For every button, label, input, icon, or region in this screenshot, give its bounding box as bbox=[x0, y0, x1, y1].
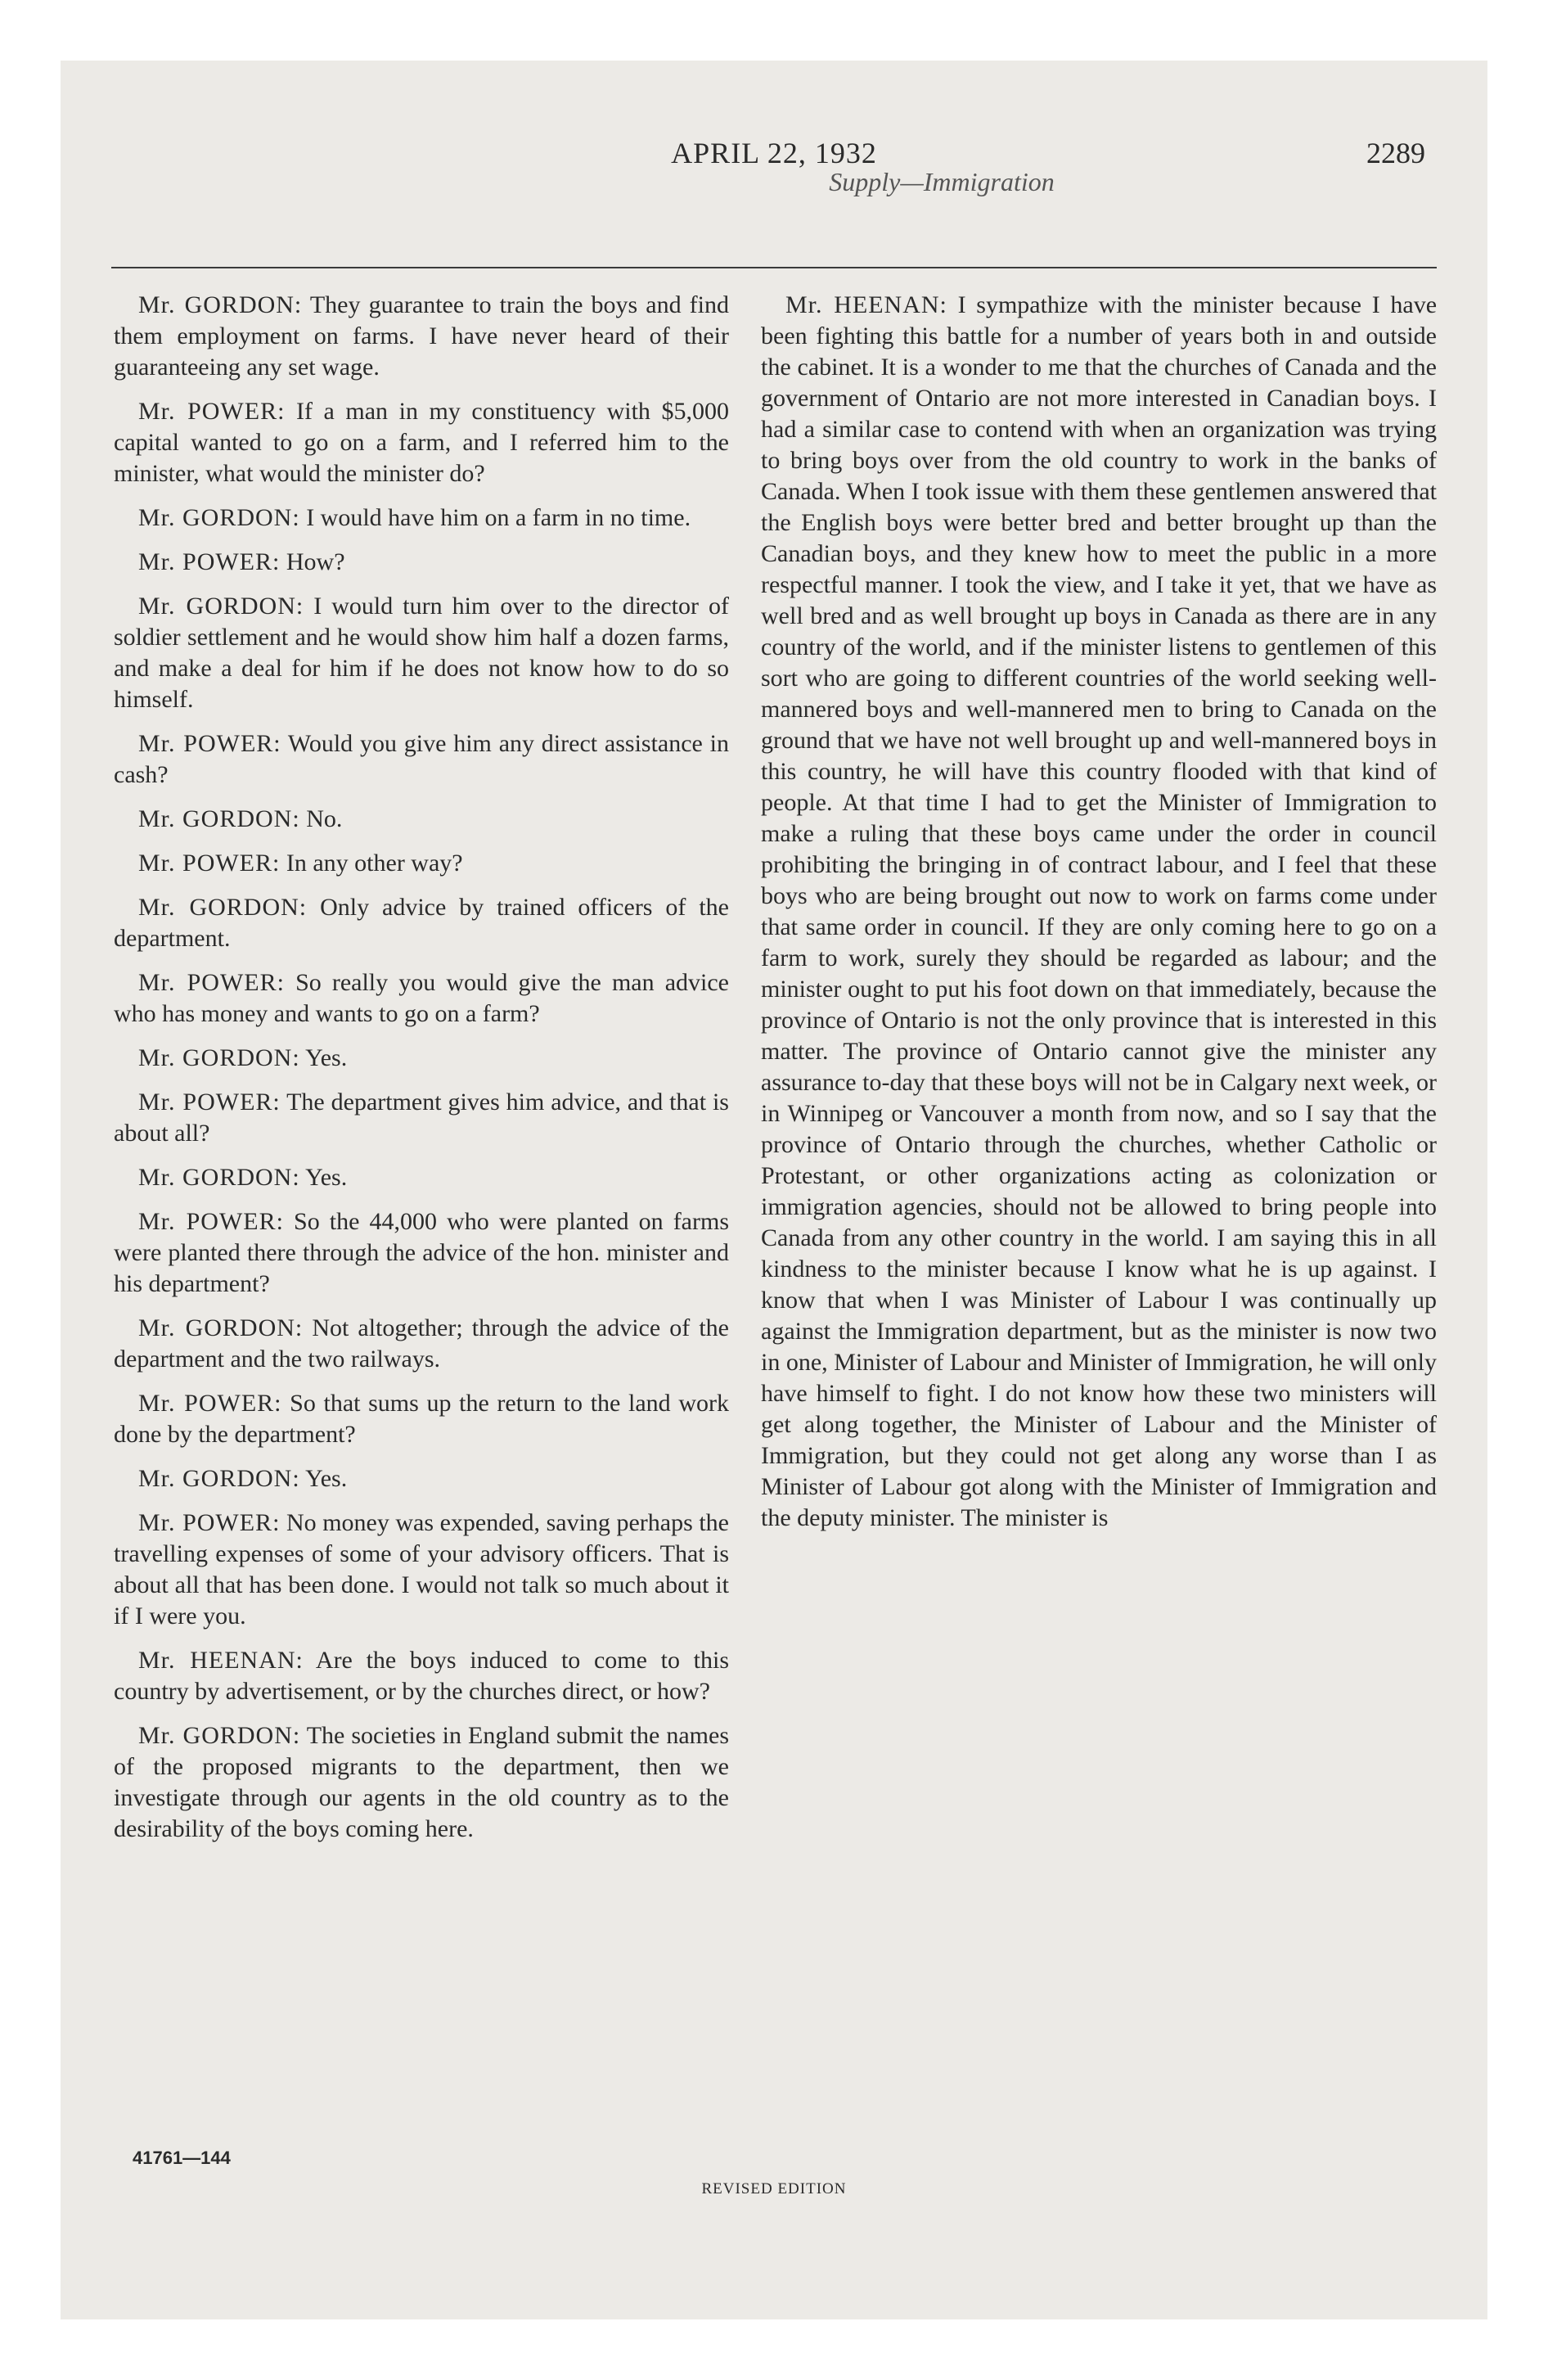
speech-text: Yes. bbox=[305, 1044, 348, 1071]
speaker-name: Mr. POWER: bbox=[138, 969, 285, 996]
speech-text: No money was expended, saving perhaps the travelling expenses of some of your advisory officers. That is about all that has been done. I would not talk so much about it if I were you. bbox=[114, 1509, 729, 1629]
speech-paragraph bbox=[114, 1043, 729, 1074]
left-column bbox=[114, 290, 729, 1858]
document-page bbox=[61, 61, 1487, 2319]
speech-text: Only advice by trained officers of the department. bbox=[114, 894, 729, 952]
speaker-name: Mr. GORDON: bbox=[138, 504, 300, 531]
speech-paragraph bbox=[114, 967, 729, 1030]
speaker-name: Mr. HEENAN: bbox=[785, 291, 947, 318]
speech-text: Would you give him any direct assistance in cash? bbox=[114, 730, 729, 788]
footer-code: 41761—144 bbox=[133, 2148, 231, 2168]
speech-paragraph bbox=[114, 1313, 729, 1375]
right-column bbox=[761, 290, 1437, 1534]
speech-paragraph bbox=[114, 503, 729, 534]
speech-text: Are the boys induced to come to this country by advertisement, or by the churches direct, or how? bbox=[114, 1647, 729, 1705]
speech-paragraph bbox=[114, 892, 729, 954]
speech-text: So the 44,000 who were planted on farms were planted there through the advice of the hon. minister and his department? bbox=[114, 1208, 729, 1297]
speech-paragraph bbox=[114, 1463, 729, 1494]
speaker-name: Mr. GORDON: bbox=[138, 291, 303, 318]
speech-paragraph bbox=[114, 848, 729, 879]
speaker-name: Mr. POWER: bbox=[138, 1089, 281, 1116]
speech-paragraph bbox=[761, 290, 1437, 1534]
speech-paragraph bbox=[114, 290, 729, 383]
speaker-name: Mr. GORDON: bbox=[138, 894, 308, 921]
speech-text: The department gives him advice, and that is about all? bbox=[114, 1089, 729, 1147]
speech-text: I would turn him over to the director of soldier settlement and he would show him half a dozen farms, and make a deal for him if he does not know how to do so himself. bbox=[114, 593, 729, 713]
speaker-name: Mr. GORDON: bbox=[138, 805, 300, 832]
speech-text: Yes. bbox=[305, 1164, 348, 1191]
speech-text: The societies in England submit the names of the proposed migrants to the department, then we investigate through our agents in the old country as to the desirability of the boys coming here. bbox=[114, 1722, 729, 1842]
speaker-name: Mr. GORDON: bbox=[138, 1044, 300, 1071]
speaker-name: Mr. POWER: bbox=[138, 1509, 281, 1536]
header-date: APRIL 22, 1932 bbox=[671, 137, 877, 169]
speaker-name: Mr. HEENAN: bbox=[138, 1647, 304, 1674]
speaker-name: Mr. GORDON: bbox=[138, 1722, 301, 1749]
speech-text: Yes. bbox=[305, 1465, 348, 1492]
speech-text: So really you would give the man advice who has money and wants to go on a farm? bbox=[114, 969, 729, 1027]
speaker-name: Mr. POWER: bbox=[138, 1208, 284, 1235]
speech-text: They guarantee to train the boys and find them employment on farms. I have never heard of their guaranteeing any set wage. bbox=[114, 291, 729, 381]
speech-paragraph bbox=[114, 1087, 729, 1149]
footer-edition: REVISED EDITION bbox=[701, 2180, 847, 2197]
speaker-name: Mr. GORDON: bbox=[138, 1164, 300, 1191]
speech-text: How? bbox=[286, 548, 345, 575]
speech-text: I would have him on a farm in no time. bbox=[306, 504, 691, 531]
speech-paragraph bbox=[114, 547, 729, 578]
speech-paragraph bbox=[114, 728, 729, 791]
speech-text: In any other way? bbox=[286, 850, 463, 877]
speech-paragraph bbox=[114, 1645, 729, 1707]
speech-paragraph bbox=[114, 396, 729, 489]
speech-paragraph bbox=[114, 804, 729, 835]
speech-paragraph bbox=[114, 1720, 729, 1845]
speech-text: If a man in my constituency with $5,000 capital wanted to go on a farm, and I referred him to the minister, what would the minister do? bbox=[114, 398, 729, 487]
speech-paragraph bbox=[114, 1508, 729, 1632]
speech-text: Not altogether; through the advice of the department and the two railways. bbox=[114, 1314, 729, 1373]
speech-paragraph bbox=[114, 1206, 729, 1300]
page-number: 2289 bbox=[1366, 137, 1425, 169]
speaker-name: Mr. POWER: bbox=[138, 730, 281, 757]
speaker-name: Mr. GORDON: bbox=[138, 593, 304, 620]
speech-paragraph bbox=[114, 1388, 729, 1450]
speech-text: So that sums up the return to the land work done by the department? bbox=[114, 1390, 729, 1448]
speaker-name: Mr. GORDON: bbox=[138, 1314, 304, 1341]
speech-paragraph bbox=[114, 1162, 729, 1193]
speaker-name: Mr. POWER: bbox=[138, 850, 281, 877]
page-header bbox=[111, 136, 1437, 268]
speaker-name: Mr. POWER: bbox=[138, 1390, 282, 1417]
speech-paragraph bbox=[114, 591, 729, 715]
speaker-name: Mr. GORDON: bbox=[138, 1465, 300, 1492]
speaker-name: Mr. POWER: bbox=[138, 548, 281, 575]
speech-text: I sympathize with the minister because I have been fighting this battle for a number of years both in and outside the cabinet. It is a wonder to me that the churches of Canada and the government of Ontario are not more interested in Canadian boys. I had a similar case to contend with when an organization was trying to bring boys over from the old country to work in the banks of Canada. When I took issue with them these gentlemen answered that the English boys were better bred and better brought up than the Canadian boys, and they knew how to meet the public in a more respectful manner. I took the view, and I take it yet, that we have as well bred and as well brought up boys in Canada as there are in any country of the world, and if the minister listens to gentlemen of this sort who are going to different countries of the world seeking well-mannered boys and well-mannered men to bring to Canada on the ground that we have not well brought up and well-mannered boys in this country, he will have this country flooded with that kind of people. At that time I had to get the Minister of Immigration to make a ruling that these boys came under the order in council prohibiting the bringing in of contract labour, and I feel that these boys who are being brought out now to work on farms come under that same order in council. If they are only coming here to go on a farm to work, surely they should be regarded as labour; and the minister ought to put his foot down on that immediately, because the province of Ontario is not the only province that is interested in this matter. The province of Ontario cannot give the minister any assurance to-day that these boys will not be in Calgary next week, or in Winnipeg or Vancouver a month from now, and so I say that the province of Ontario through the churches, whether Catholic or Protestant, or other organizations acting as colonization or immigration agencies, should not be allowed to bring people into Canada from any other country in the world. I am saying this in all kindness to the minister because I know what he is up against. I know that when I was Minister of Labour I was continually up against the Immigration department, but as the minister is now two in one, Minister of Labour and Minister of Immigration, he will only have himself to fight. I do not know how these two ministers will get along together, the Minister of Labour and the Minister of Immigration, but they could not get along any worse than I as Minister of Labour got along with the Minister of Immigration and the deputy minister. The minister is bbox=[761, 291, 1438, 1531]
header-topic: Supply—Immigration bbox=[829, 167, 1055, 196]
speech-text: No. bbox=[306, 805, 343, 832]
speaker-name: Mr. POWER: bbox=[138, 398, 286, 425]
